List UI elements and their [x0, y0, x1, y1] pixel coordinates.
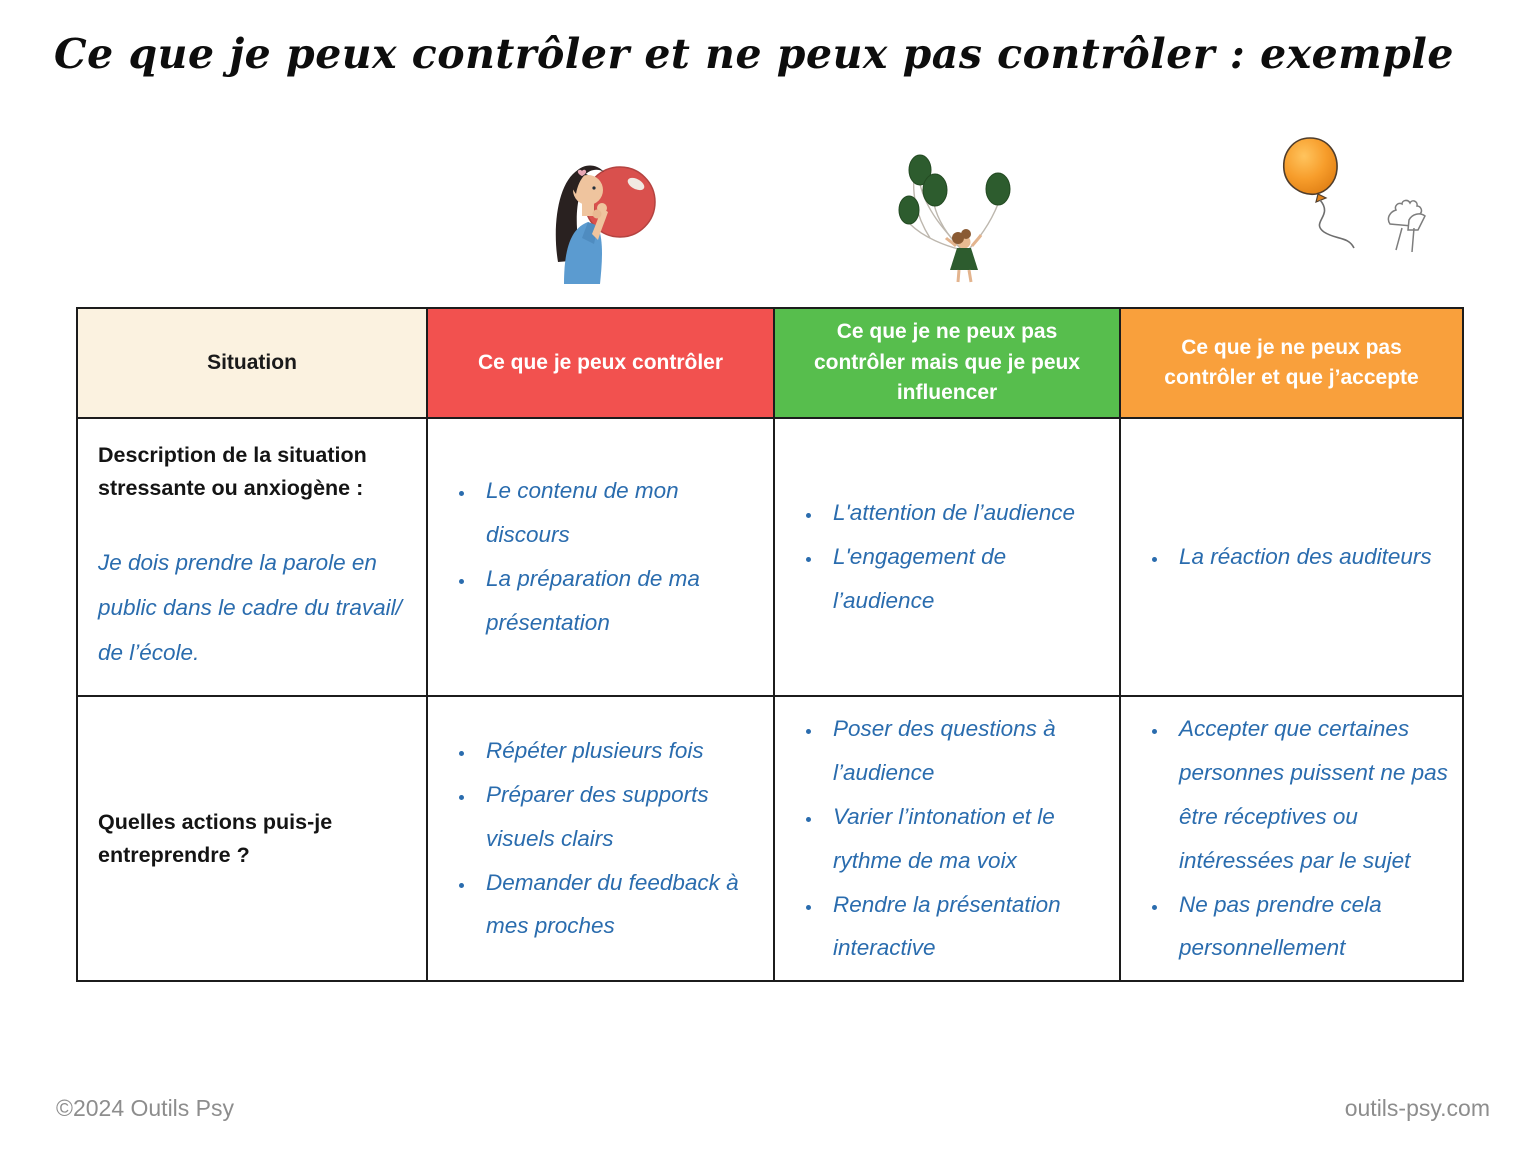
bullet-item: • Préparer des supports visuels clairs: [476, 773, 759, 861]
bullet-item: • Demander du feedback à mes proches: [476, 861, 759, 949]
bullet-item: • Rendre la présentation interactive: [823, 883, 1105, 971]
girl-holding-green-balloons-illustration: [886, 146, 1018, 288]
header-situation: Situation: [77, 308, 427, 418]
bullet-item: • Varier l’intonation et le rythme de ma voix: [823, 795, 1105, 883]
bullet-list: [442, 729, 759, 948]
bullet-list: [1135, 535, 1448, 579]
page-title: Ce que je peux contrôler et ne peux pas contrôler : exemple: [54, 30, 1454, 78]
bullet-list: [789, 707, 1105, 970]
orange-balloon-shape: [1284, 138, 1337, 194]
orange-balloon-flying-away-illustration: [1262, 128, 1434, 256]
bullet-item: • Ne pas prendre cela personnellement: [1169, 883, 1448, 971]
table-header-row: [77, 308, 1463, 418]
bullet-item: • Poser des questions à l’audience: [823, 707, 1105, 795]
bullet-item: • La préparation de ma présentation: [476, 557, 759, 645]
bullet-item: • Accepter que certaines personnes puissent ne pas être réceptives ou intéressées par le sujet: [1169, 707, 1448, 883]
cell-situation-actions: [77, 696, 427, 981]
cell-situation-description: [77, 418, 427, 696]
control-table: [76, 307, 1464, 982]
cell-control-row2: [427, 696, 774, 981]
cell-influence-row2: [774, 696, 1120, 981]
bullet-item: • L'attention de l’audience: [823, 491, 1105, 535]
cell-control-row1: [427, 418, 774, 696]
actions-heading: Quelles actions puis-je entreprendre ?: [98, 810, 333, 867]
bullet-item: • Le contenu de mon discours: [476, 469, 759, 557]
table-row-description: [77, 418, 1463, 696]
bullet-item: • La réaction des auditeurs: [1169, 535, 1448, 579]
website-text: outils-psy.com: [1344, 1095, 1490, 1121]
balloon-string: [1319, 200, 1354, 248]
bullet-list: [789, 491, 1105, 623]
copyright-text: ©2024 Outils Psy: [56, 1095, 235, 1121]
reaching-hands: [1388, 200, 1425, 252]
girl-blowing-red-balloon-illustration: [536, 148, 660, 286]
header-can-influence: Ce que je ne peux pas contrôler mais que je peux influencer: [774, 308, 1120, 418]
situation-note: Je dois prendre la parole en public dans le cadre du travail/ de l’école.: [98, 549, 402, 665]
cell-influence-row1: [774, 418, 1120, 696]
situation-heading: Description de la situation stressante ou anxiogène :: [98, 443, 367, 500]
header-accept: Ce que je ne peux pas contrôler et que j’accepte: [1120, 308, 1463, 418]
header-can-control: Ce que je peux contrôler: [427, 308, 774, 418]
table-row-actions: [77, 696, 1463, 981]
bullet-item: • L'engagement de l’audience: [823, 535, 1105, 623]
bullet-list: [442, 469, 759, 645]
bullet-item: • Répéter plusieurs fois: [476, 729, 759, 773]
cell-accept-row1: [1120, 418, 1463, 696]
cell-accept-row2: [1120, 696, 1463, 981]
bullet-list: [1135, 707, 1448, 970]
